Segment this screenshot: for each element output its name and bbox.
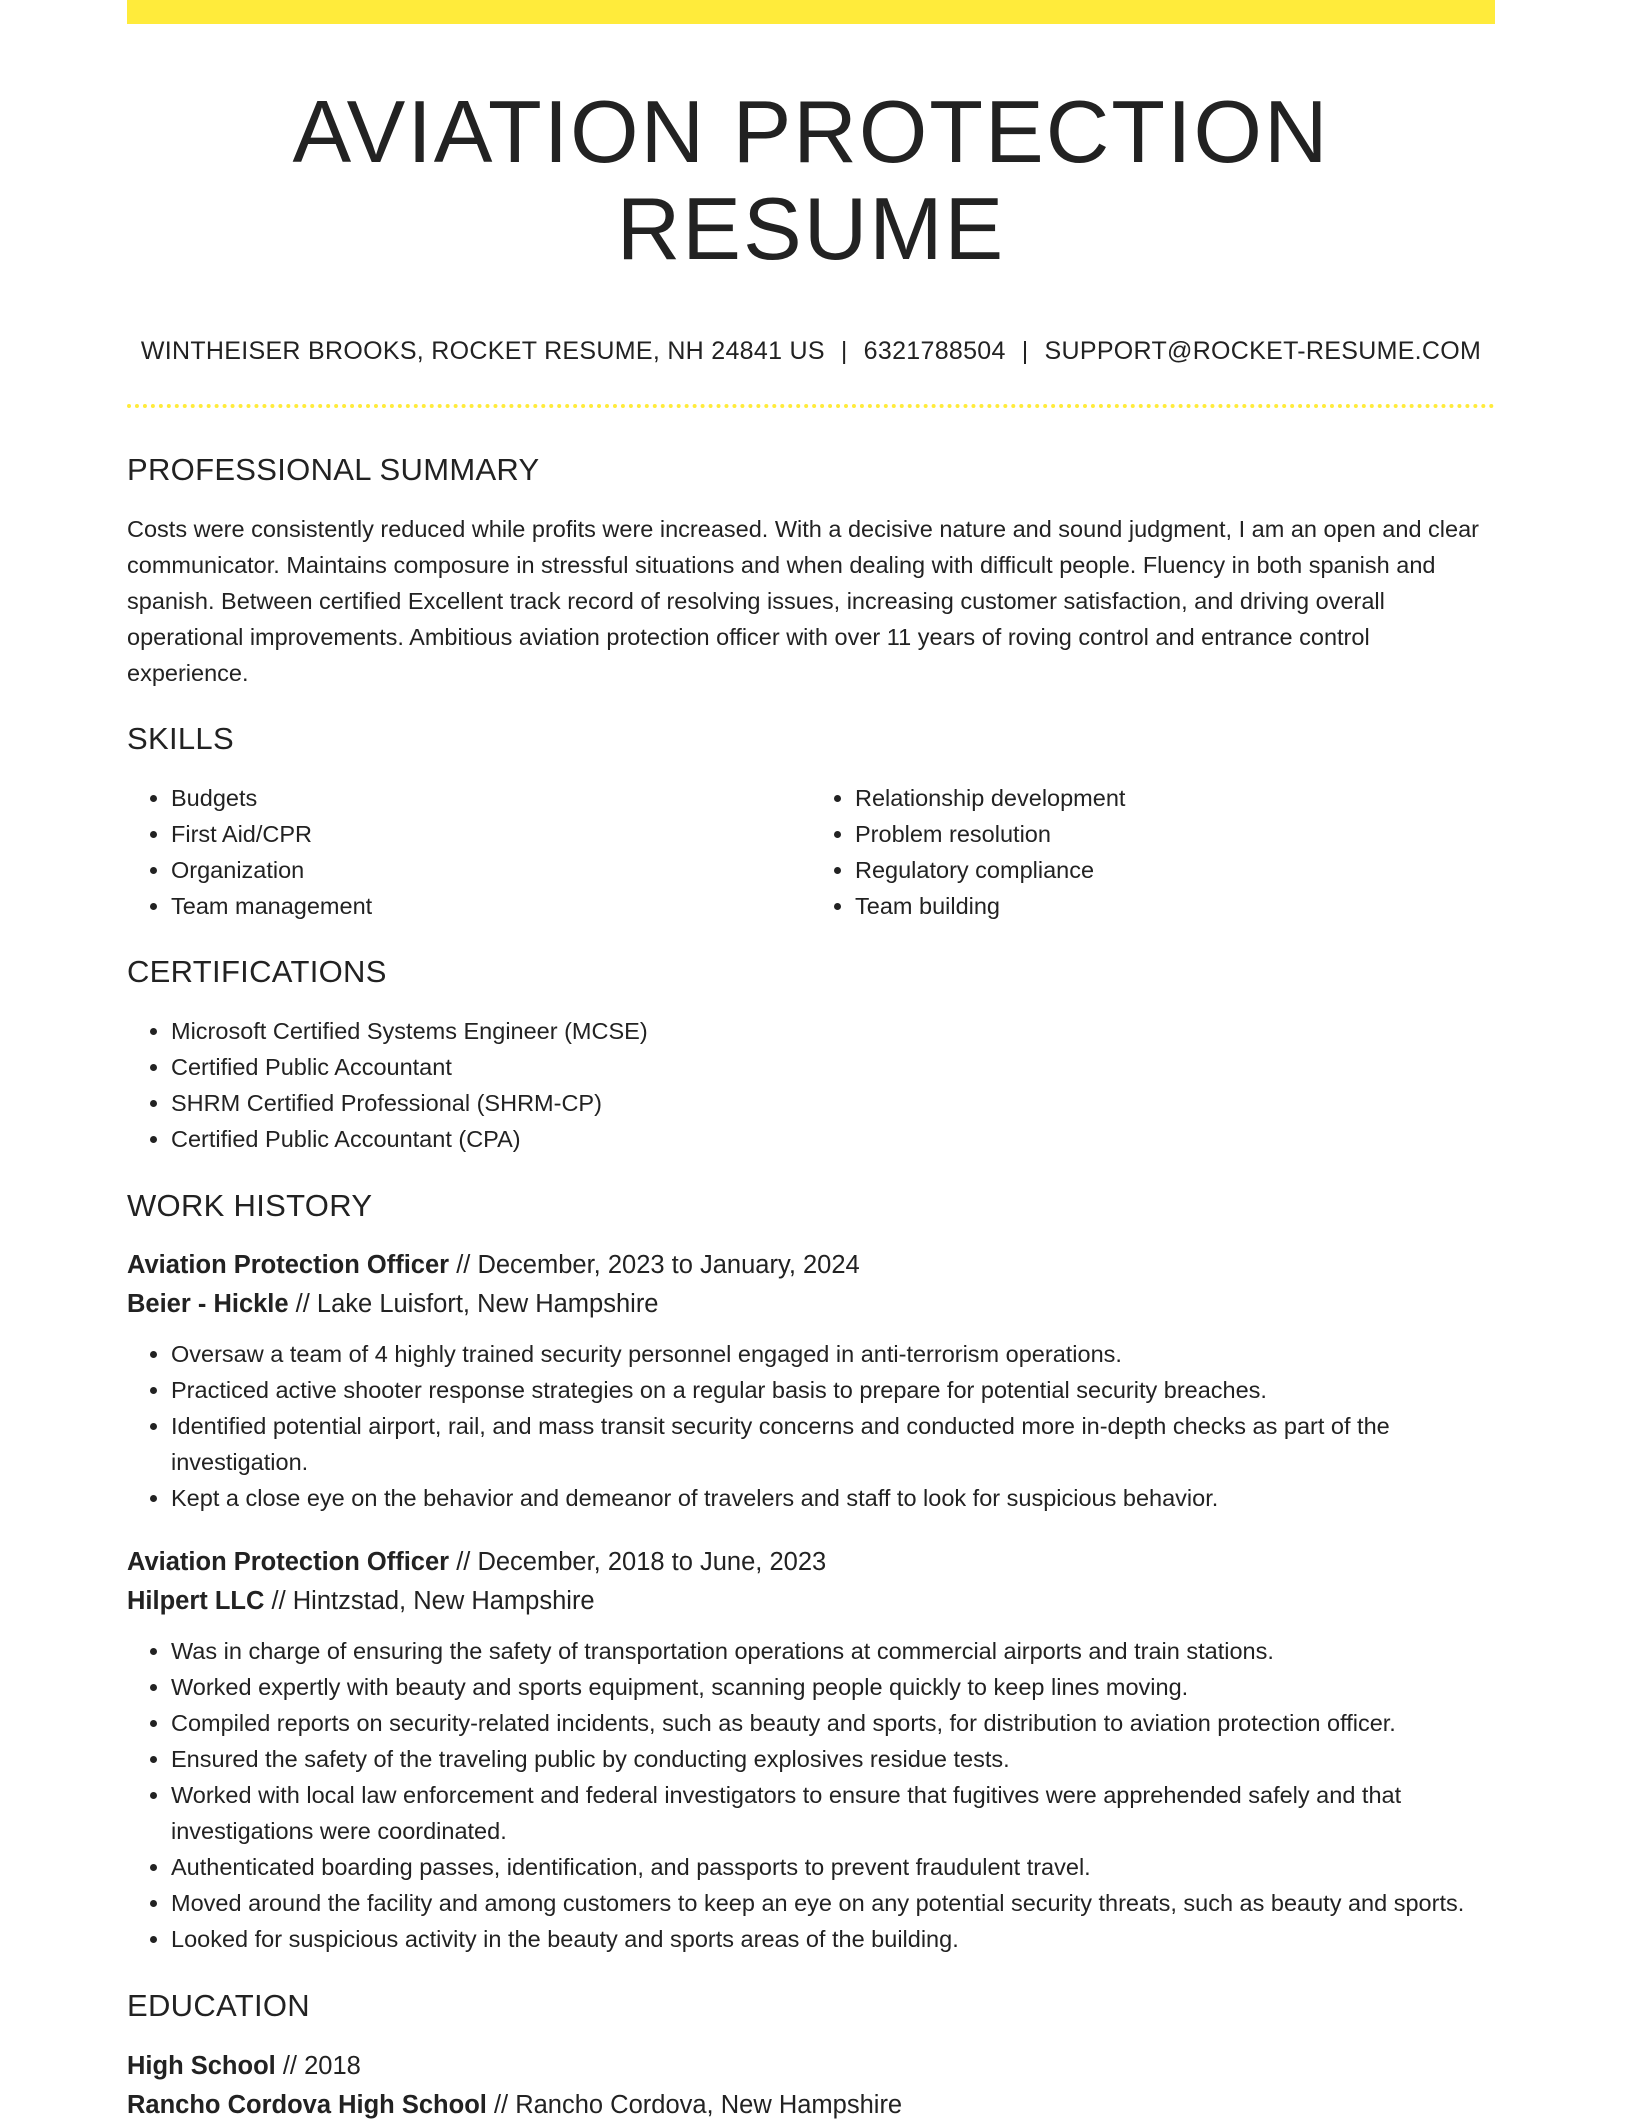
job-position: Aviation Protection Officer [127,1548,450,1577]
list-item: • Kept a close eye on the behavior and demeanor of travelers and staff to look for suspicious behavior. [171,1480,1495,1516]
job-title-line [127,1543,1495,1582]
list-item: • Team building [855,888,1495,924]
list-item: • Team management [171,888,811,924]
address: WINTHEISER BROOKS, ROCKET RESUME, NH 24841 US [140,336,825,365]
dotted-divider [127,404,1495,408]
accent-top-bar [127,0,1495,24]
resume-content [127,0,1495,2125]
list-item: • Compiled reports on security-related incidents, such as beauty and sports, for distribution to aviation protection officer. [171,1705,1495,1741]
summary-heading: PROFESSIONAL SUMMARY [127,451,540,487]
certifications-list [127,1013,1495,1157]
phone: 6321788504 [863,336,1006,365]
list-item: • Worked expertly with beauty and sports equipment, scanning people quickly to keep lines moving. [171,1669,1495,1705]
separator: | [1021,336,1029,365]
skills-columns [127,780,1495,924]
list-item: • Organization [171,852,811,888]
list-item: • Ensured the safety of the traveling public by conducting explosives residue tests. [171,1741,1495,1777]
job-location: // Lake Luisfort, New Hampshire [288,1290,659,1319]
job-entry [127,1246,1495,1516]
list-item: • Relationship development [855,780,1495,816]
education-year: // 2018 [275,2051,361,2080]
job-position: Aviation Protection Officer [127,1251,450,1280]
education-entry [127,2047,1495,2125]
list-item: • Worked with local law enforcement and federal investigators to ensure that fugitives were apprehended safely and that investigations were coordinated. [171,1777,1495,1849]
job-dates: // December, 2018 to June, 2023 [449,1548,827,1577]
list-item: • First Aid/CPR [171,816,811,852]
job-entry [127,1543,1495,1957]
job-dates: // December, 2023 to January, 2024 [449,1251,860,1280]
list-item: • Looked for suspicious activity in the beauty and sports areas of the building. [171,1921,1495,1957]
education-school-line [127,2086,1495,2125]
list-item: • Budgets [171,780,811,816]
education-heading: EDUCATION [127,1988,310,2024]
list-item: • Certified Public Accountant [171,1049,1495,1085]
list-item: • Problem resolution [855,816,1495,852]
certifications-heading: CERTIFICATIONS [127,953,387,989]
job-company-line [127,1582,1495,1621]
list-item: • Certified Public Accountant (CPA) [171,1121,1495,1157]
skills-list-right [811,780,1495,924]
summary-text: Costs were consistently reduced while profits were increased. With a decisive nature and sound judgment, I am an open and clear communicator. Maintains composure in stressful situations and when dealing with difficult people. Fluency in both spanish and spanish. Between certified Excellent track record of resolving issues, increasing customer satisfaction, and driving overall operational improvements. Ambitious aviation protection officer with over 11 years of roving control and entrance control experience. [127,515,1479,686]
email[interactable]: SUPPORT@ROCKET-RESUME.COM [1044,336,1482,365]
skills-list-left [127,780,811,924]
contact-line [127,336,1495,366]
separator: | [840,336,848,365]
list-item: • Regulatory compliance [855,852,1495,888]
job-location: // Hintzstad, New Hampshire [264,1587,595,1616]
education-location: // Rancho Cordova, New Hampshire [486,2090,903,2119]
list-item: • Microsoft Certified Systems Engineer (MCSE) [171,1013,1495,1049]
list-item: • SHRM Certified Professional (SHRM-CP) [171,1085,1495,1121]
list-item: • Authenticated boarding passes, identification, and passports to prevent fraudulent travel. [171,1849,1495,1885]
education-degree-line [127,2047,1495,2086]
list-item: • Oversaw a team of 4 highly trained security personnel engaged in anti-terrorism operations. [171,1336,1495,1372]
list-item: • Moved around the facility and among customers to keep an eye on any potential security threats, such as beauty and sports. [171,1885,1495,1921]
job-duties-list [127,1633,1495,1957]
job-company: Beier - Hickle [127,1290,289,1319]
job-duties-list [127,1336,1495,1516]
resume-title: AVIATION PROTECTION RESUME [292,82,1330,278]
job-title-line [127,1246,1495,1285]
work-history-heading: WORK HISTORY [127,1188,373,1224]
list-item: • Identified potential airport, rail, and mass transit security concerns and conducted more in-depth checks as part of the investigation. [171,1408,1495,1480]
education-school: Rancho Cordova High School [127,2090,487,2119]
job-company-line [127,1285,1495,1324]
education-degree: High School [127,2051,276,2080]
skills-heading: SKILLS [127,720,234,756]
list-item: • Practiced active shooter response strategies on a regular basis to prepare for potential security breaches. [171,1372,1495,1408]
job-company: Hilpert LLC [127,1587,265,1616]
list-item: • Was in charge of ensuring the safety of transportation operations at commercial airports and train stations. [171,1633,1495,1669]
